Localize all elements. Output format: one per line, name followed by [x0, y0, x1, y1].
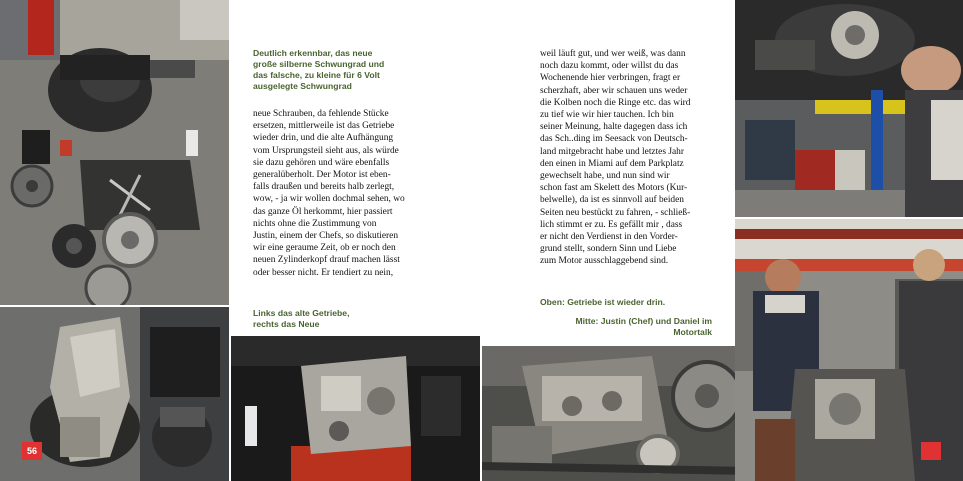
caption-flywheel: Deutlich erkennbar, das neue große silberne Schwungrad und das falsche, zu kleine für 6 Volt ausgelegte Schwungrad [253, 48, 385, 91]
article-line: belwelle), da ist es sinnvoll auf beiden [540, 195, 684, 206]
article-line: oder besser nicht. Er tendiert zu nein, [253, 267, 394, 278]
article-line: grund stellt, sondern Sinn und Liebe [540, 244, 677, 255]
article-line: wow, - ja wir wollen dochmal sehen, wo [253, 194, 405, 205]
caption-installed: Oben: Getriebe ist wieder drin. [540, 297, 666, 307]
article-line: schon fast am Skelett des Motors (Kur- [540, 183, 688, 194]
article-line: lich stimmt er zu. Es gefällt mir , dass [540, 219, 683, 230]
article-line: ersetzen, mittlerweile ist das Getriebe [253, 121, 395, 132]
article-line: generalüberholt. Der Motor ist eben- [253, 170, 391, 181]
article-line: wieder drin, und die alte Aufhängung [253, 133, 394, 144]
photo-engine-on-drum [231, 336, 480, 481]
article-line: Justin, einem der Chefs, so diskutieren [253, 231, 399, 242]
article-line: nichts ohne die Zustimmung von [253, 218, 377, 229]
article-line: neue Schrauben, da fehlende Stücke [253, 109, 389, 119]
article-line: zum Motor ausschlaggebend sind. [540, 256, 669, 267]
photo-car-on-lift [735, 0, 963, 217]
article-line: Wochenende hier verbringen, fragt er [540, 73, 681, 84]
page-number-left: 56 [22, 442, 42, 460]
article-line: land mitgebracht habe und letztes Jahr [540, 146, 684, 157]
article-line: die Kolben noch die Ringe etc. das wird [540, 97, 691, 108]
article-line: das Sch..ding im Seesack von Deutsch- [540, 134, 688, 145]
article-line: seiner Meinung, halte dagegen dass ich [540, 122, 688, 133]
article-line: Seiten neu bestückt zu fahren, - schließ- [540, 207, 691, 218]
article-line: wir eine geraume Zeit, ob er noch den [253, 243, 396, 254]
article-line: zu tief wie wir hier tauchen. Ich bin [540, 110, 674, 121]
article-line: den einen in Miami auf dem Parkplatz [540, 158, 684, 169]
article-line: neuen Zylinderkopf drauf machen lässt [253, 255, 400, 266]
caption-people: Mitte: Justin (Chef) und Daniel im Motortalk [575, 316, 712, 337]
photo-cylinder-head [482, 346, 750, 481]
article-line: scherzhaft, aber wir schauen uns weder [540, 85, 688, 96]
article-line: gewechselt habe, und nun sind wir [540, 171, 670, 182]
article-line: falls draußen und bereits halb zerlegt, [253, 182, 395, 193]
article-line: vom Ursprungsteil sieht aus, als würde [253, 145, 399, 156]
article-column-1 [253, 108, 433, 279]
article-line: er nicht den Verdienst in den Vorder- [540, 232, 678, 243]
page-number-right [921, 442, 941, 460]
article-column-2 [540, 48, 720, 268]
photo-engine-disassembled [0, 0, 229, 305]
article-line: noch dazu kommt, oder willst du das [540, 61, 679, 72]
caption-gearbox: Links das alte Getriebe, rechts das Neue [253, 308, 350, 329]
article-line: das ganze Öl herkommt, hier passiert [253, 206, 393, 217]
article-line: weil läuft gut, und wer weiß, was dann [540, 49, 686, 59]
article-line: sie dazu gehören und wäre ebenfalls [253, 157, 390, 168]
